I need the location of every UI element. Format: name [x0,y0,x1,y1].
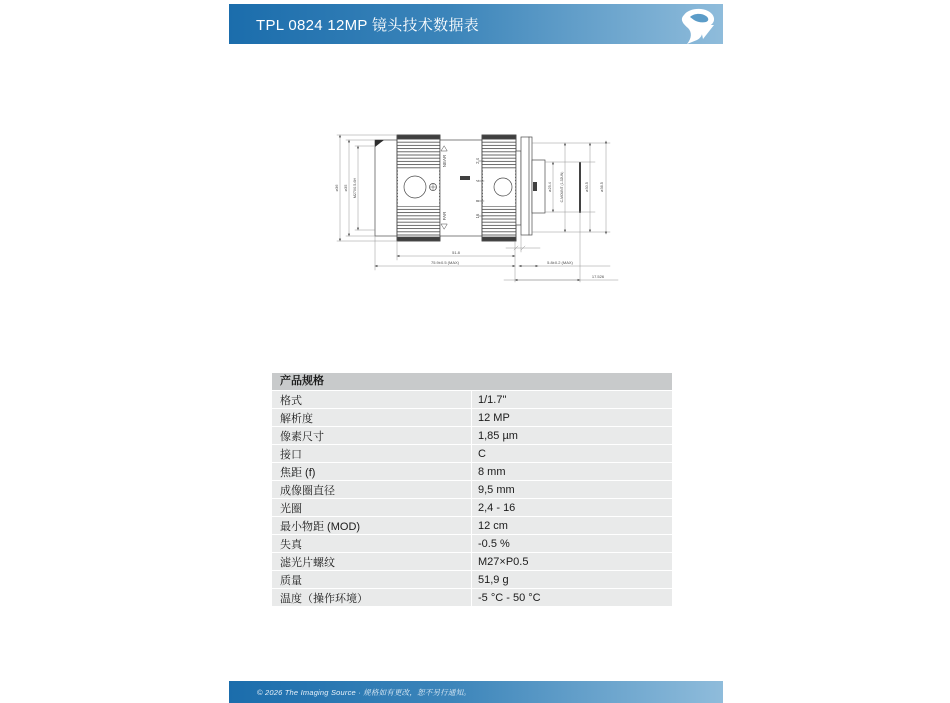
table-row [272,517,672,534]
bottom-dimension-labels [431,250,605,279]
imaging-source-logo-icon [670,5,720,45]
svg-text:M27X0.5-6H: M27X0.5-6H [353,177,357,199]
svg-text:ø30.5: ø30.5 [585,182,589,192]
left-dimension-labels [334,178,357,199]
spec-value: 2,4 - 16 [471,499,672,516]
svg-text:ø35: ø35 [343,184,348,192]
spec-value: 8 mm [471,463,672,480]
spec-label: 接口 [280,448,302,461]
svg-text:ø36: ø36 [334,184,339,192]
near-mark: NEAR [442,154,447,168]
spec-label: 格式 [280,394,302,407]
table-row [272,481,672,498]
spec-label: 焦距 (f) [280,466,316,479]
table-row [272,571,672,588]
svg-text:ø36.5: ø36.5 [600,182,604,192]
table-row [272,445,672,462]
table-row [272,409,672,426]
spec-label: 像素尺寸 [280,430,324,443]
table-row [272,391,672,408]
spec-value: -0.5 % [471,535,672,552]
spec-value: 51,9 g [471,571,672,588]
svg-text:51.8: 51.8 [452,250,460,255]
svg-text:5.8±0.2 (MAX): 5.8±0.2 (MAX) [547,260,573,265]
table-row [272,499,672,516]
spec-label: 光圈 [280,502,302,515]
spec-value: C [471,445,672,462]
table-row [272,427,672,444]
far-mark: FAR [442,211,447,221]
svg-text:C-MOUNT (1-32UN): C-MOUNT (1-32UN) [560,171,564,203]
spec-table-title: 产品规格 [272,373,672,390]
header-bar [229,4,723,44]
copyright-text: © 2026 The Imaging Source · 规格如有更改，恕不另行通知。 [257,687,471,697]
page-title: TPL 0824 12MP 镜头技术数据表 [256,16,480,34]
spec-label: 解析度 [280,412,313,425]
spec-label: 成像圈直径 [280,484,335,497]
lens-technical-drawing [330,108,650,293]
right-dimension-labels [548,172,604,203]
spec-value: 1/1.7" [471,391,672,408]
spec-label: 最小物距 (MOD) [280,520,361,533]
table-row [272,535,672,552]
spec-label: 温度（操作环境） [280,592,368,605]
svg-text:16: 16 [475,213,480,219]
svg-text:75.9±0.5 (MAX): 75.9±0.5 (MAX) [431,260,459,265]
spec-value: M27×P0.5 [471,553,672,570]
svg-text:2.4: 2.4 [475,158,480,164]
spec-value: 9,5 mm [471,481,672,498]
spec-label: 质量 [280,574,302,587]
spec-value: 1,85 µm [471,427,672,444]
table-row [272,553,672,570]
spec-value: -5 °C - 50 °C [471,589,672,606]
svg-text:4: 4 [475,179,480,183]
svg-text:17.526: 17.526 [591,274,605,279]
spec-value: 12 MP [471,409,672,426]
spec-label: 失真 [280,538,302,551]
spec-label: 滤光片螺纹 [280,556,335,569]
spec-table [272,373,672,606]
svg-text:ø25.4: ø25.4 [548,182,552,192]
table-row [272,463,672,480]
footer-bar [229,681,723,703]
svg-text:8: 8 [475,199,480,203]
table-row [272,589,672,606]
spec-value: 12 cm [471,517,672,534]
